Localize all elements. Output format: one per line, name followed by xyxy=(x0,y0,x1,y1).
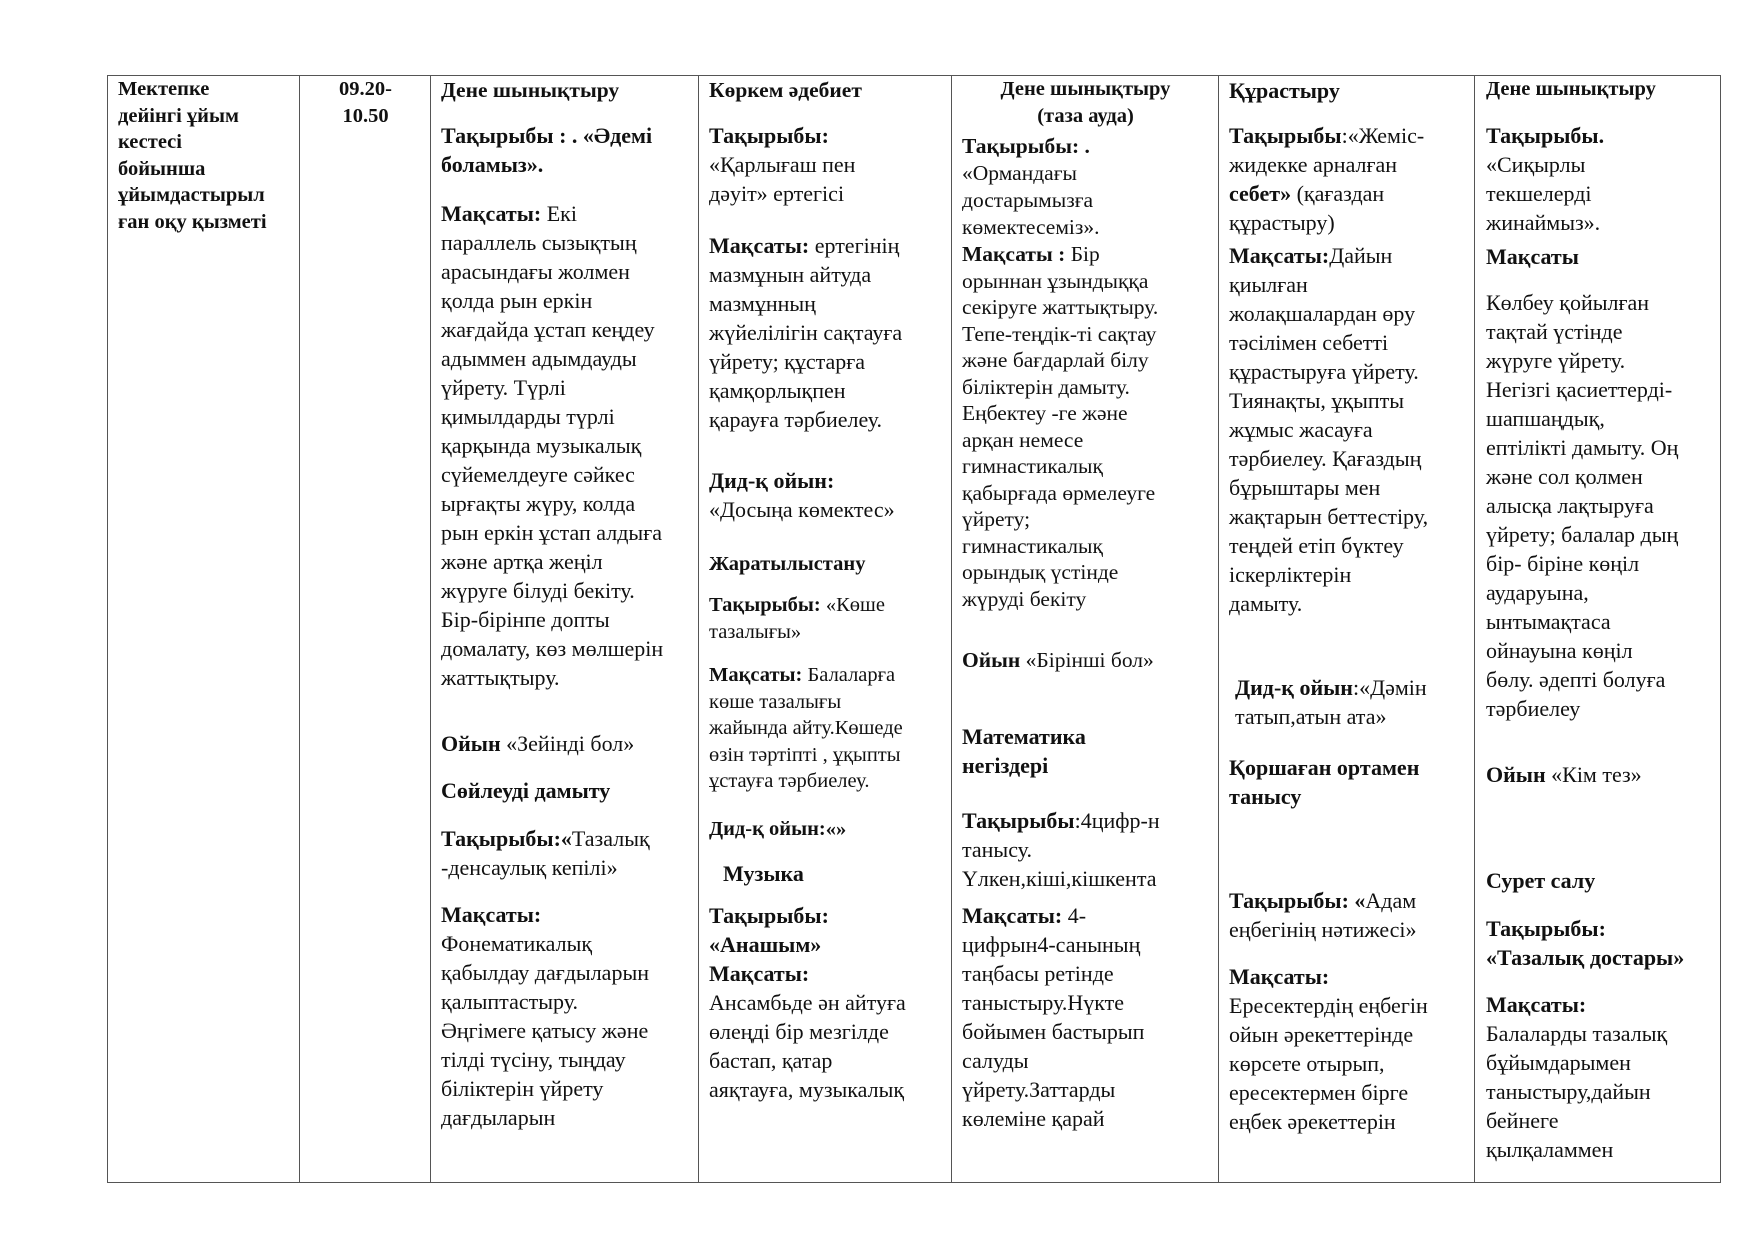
goal-2 xyxy=(709,662,952,795)
game-label: Ойын xyxy=(1486,762,1546,787)
goal-2-text: Балаларға көше тазалығы жайында айту.Көшеде өзін тәртіпті , ұқыпты ұстауға тәрбиелеу. xyxy=(709,664,903,792)
topic-3-value: «Анашым» xyxy=(709,932,822,957)
game-label: Дид-қ ойын xyxy=(1235,675,1353,700)
topic xyxy=(962,133,1217,241)
game-label: Ойын xyxy=(441,731,501,756)
game xyxy=(441,729,634,758)
goal-2-label: Мақсаты: xyxy=(1486,992,1587,1017)
goal-text: Көлбеу қойылған тақтай үстінде жүруге үйрету. Негізгі қасиеттерді- шапшаңдық, ептілікті дамыту. Оң және сол қолмен алысқа лақтыруға үйрету; балалар дың бір- біріне көңіл аударуына, ынтымақтаса ойнауына көңіл бөлу. әдепті болуға тәрбиелеу xyxy=(1486,290,1679,721)
goal-label: Мақсаты xyxy=(1486,244,1579,269)
column-org-activity xyxy=(108,76,300,1182)
goal-label: Мақсаты: xyxy=(709,233,810,258)
schedule-table xyxy=(107,75,1721,1183)
subject-music: Музыка xyxy=(723,861,804,886)
goal-3-label: Мақсаты: xyxy=(709,961,810,986)
goal-2 xyxy=(962,901,1219,1133)
goal-3-text: Ансамбьде ән айтуға өлеңді бір мезгілде бастап, қатар аяқтауға, музыкалық xyxy=(709,990,906,1102)
goal xyxy=(709,231,952,434)
subject-math-basics: Математика негіздері xyxy=(962,724,1086,778)
topic-value-part2: (қағаздан құрастыру) xyxy=(1229,181,1385,235)
game-value: «Досыңа көмектес» xyxy=(709,497,895,522)
goal-text: Екі параллель сызықтың арасындағы жолмен қолда рын еркін жағдайда ұстап кеңдеу адыммен адымдауды үйрету. Түрлі қимылдарды түрлі қарқында музыкалық сүйемелдеуге сәйкес ырғақты жүру, колда рын еркін ұстап алдыға және артқа жеңіл жүруге білуді бекіту. Бір-бірінпе допты домалату, көз мөлшерін жаттықтыру. xyxy=(441,201,664,690)
goal xyxy=(1229,241,1475,618)
topic xyxy=(441,121,696,179)
topic-3-label: Тақырыбы: xyxy=(709,903,829,928)
topic-2-label: Тақырыбы: « xyxy=(1229,888,1366,913)
topic-label: Тақырыбы : . « xyxy=(441,123,594,148)
topic-value-part1: :«Жеміс- жидекке арналған xyxy=(1229,123,1425,177)
topic-value: «Ормандағы достарымызға көмектесеміз». xyxy=(962,161,1100,239)
topic-2 xyxy=(709,592,952,645)
topic-2-value: Адам еңбегінің нәтижесі» xyxy=(1229,888,1417,942)
topic-2 xyxy=(962,806,1219,893)
row-header-label: Мектепке дейінгі ұйым кестесі бойынша ұйымдастырыл ған оқу қызметі xyxy=(118,78,267,233)
subject-environment: Қоршаған ортамен танысу xyxy=(1229,755,1420,809)
game-value: «Зейінді бол» xyxy=(500,731,635,756)
goal-2-text: Ересектердің еңбегін ойын әрекеттерінде көрсете отырып, ересектермен бірге еңбек әрекеттерін xyxy=(1229,993,1428,1134)
game-value: :«Дәмін татып,атын ата» xyxy=(1235,675,1427,729)
topic xyxy=(709,121,949,208)
topic xyxy=(1229,121,1475,237)
topic-2-label: Тақырыбы xyxy=(962,808,1075,833)
topic-2-label: Тақырыбы:« xyxy=(441,826,572,851)
goal-2 xyxy=(441,900,699,1132)
goal xyxy=(962,241,1219,612)
subject-physical-education: Дене шынықтыру xyxy=(441,78,620,102)
subject-drawing: Сурет салу xyxy=(1486,868,1596,893)
topic-2-value: «Көше тазалығы» xyxy=(709,594,885,643)
column-day-4 xyxy=(1219,76,1475,1182)
goal-text: Дайын қиылған жолақшалардан өру тәсілімен себетті құрастыруға үйрету. Тиянақты, ұқыпты жұмыс жасауға тәрбиелеу. Қағаздың бұрыштары мен жақтарын беттестіру, теңдей етіп бүктеу іскерліктерін дамыту. xyxy=(1229,243,1429,616)
topic-label: Тақырыбы. xyxy=(1486,123,1605,148)
goal-2-label: Мақсаты: xyxy=(709,664,803,686)
game-label: Ойын xyxy=(962,648,1021,672)
goal-2-text: Фонематикалық қабылдау дағдыларын қалыптастыру. Әңгімеге қатысу және тілді түсіну, тыңдау біліктерін үйрету дағдыларын xyxy=(441,931,650,1130)
topic-2-value: «Тазалық достары» xyxy=(1486,945,1685,970)
subject-speech-development: Сөйлеуді дамыту xyxy=(441,778,611,803)
didactic-game xyxy=(1235,673,1475,731)
subject-construction: Құрастыру xyxy=(1229,78,1340,103)
time-range: 09.20- 10.50 xyxy=(339,78,392,127)
game xyxy=(1486,760,1642,789)
topic-2-value: Тазалық -денсаулық кепілі» xyxy=(441,826,650,880)
topic-label: Тақырыбы: . xyxy=(962,134,1090,158)
topic xyxy=(1486,121,1722,237)
goal-2-label: Мақсаты: xyxy=(441,902,542,927)
goal xyxy=(441,199,699,692)
goal-3 xyxy=(709,959,952,1104)
goal-label: Мақсаты: xyxy=(1229,243,1330,268)
goal-label: Мақсаты : xyxy=(962,242,1066,266)
column-time xyxy=(300,76,431,1182)
column-day-3 xyxy=(952,76,1219,1182)
goal-label: Мақсаты: xyxy=(441,201,542,226)
goal-text: Бір орыннан ұзындыққа секіруге жаттықтыру. Тепе-теңдік-ті сақтау және бағдарлай білу біліктерін дамыту. Еңбектеу -ге және арқан немесе гимнастикалық қабырғада өрмелеуге үйрету; гимнастикалық орындық үстінде жүруді бекіту xyxy=(962,242,1159,611)
goal-2-text: Балаларды тазалық бұйымдарымен таныстыру,дайын бейнеге қылқаламмен xyxy=(1486,1021,1668,1162)
topic-value: «Сиқырлы текшелерді жинаймыз». xyxy=(1486,152,1601,235)
column-day-2 xyxy=(699,76,952,1182)
topic-2-label: Тақырыбы: xyxy=(1486,916,1606,941)
topic-label: Тақырыбы xyxy=(1229,123,1342,148)
subject-literature: Көркем әдебиет xyxy=(709,78,862,102)
topic-value-bold: себет» xyxy=(1229,181,1292,206)
goal-2 xyxy=(1486,990,1722,1164)
topic-2-label: Тақырыбы: xyxy=(709,594,821,616)
topic-2 xyxy=(1486,914,1722,972)
topic-value: Әдемі боламыз». xyxy=(441,123,653,177)
topic-2 xyxy=(441,824,699,882)
topic-value: «Қарлығаш пен дәуіт» ертегісі xyxy=(709,152,856,206)
topic-label: Тақырыбы: xyxy=(709,123,829,148)
goal-2 xyxy=(1229,962,1475,1136)
goal-text: ертегінің мазмұнын айтуда мазмұнның жүйелілігін сақтауға үйрету; құстарға қамқорлықпен қарауға тәрбиелеу. xyxy=(709,233,903,432)
didactic-game xyxy=(709,466,952,524)
goal-2-label: Мақсаты: xyxy=(1229,964,1330,989)
goal-2-text: 4- цифрын4-санының таңбасы ретінде таныстыру.Нүкте бойымен бастырып салуды үйрету.Заттарды көлеміне қарай xyxy=(962,903,1145,1131)
didactic-game-2: Дид-қ ойын:«» xyxy=(709,818,847,840)
topic-2 xyxy=(1229,886,1475,944)
topic-3 xyxy=(709,901,952,959)
topic-2-value: :4цифр-н танысу. Үлкен,кіші,кішкента xyxy=(962,808,1160,891)
subject-physical-education-outdoor: Дене шынықтыру (таза ауда) xyxy=(1000,78,1171,127)
subject-natural-science: Жаратылыстану xyxy=(709,553,866,575)
game-value: «Бірінші бол» xyxy=(1020,648,1154,672)
game xyxy=(962,646,1154,675)
column-day-1 xyxy=(431,76,699,1182)
subject-physical-education: Дене шынықтыру xyxy=(1486,78,1656,100)
goal-2-label: Мақсаты: xyxy=(962,903,1063,928)
column-day-5 xyxy=(1475,76,1722,1182)
game-value: «Кім тез» xyxy=(1545,762,1642,787)
game-label: Дид-қ ойын: xyxy=(709,468,835,493)
